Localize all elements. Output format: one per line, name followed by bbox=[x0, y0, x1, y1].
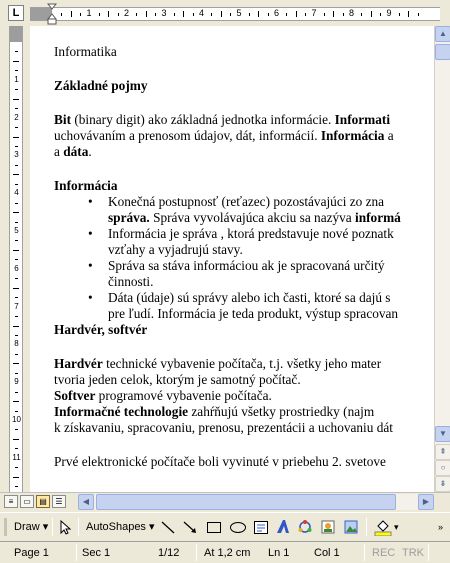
ruler-number: 4 bbox=[199, 8, 205, 18]
ruler-number: 2 bbox=[124, 8, 130, 18]
ruler-tick bbox=[155, 13, 156, 16]
paragraph-hardware: tvoria jeden celok, ktorým je samotný počítač. bbox=[54, 372, 301, 387]
ruler-tick bbox=[118, 13, 119, 16]
ruler-tick bbox=[15, 203, 18, 204]
rectangle-tool-icon[interactable] bbox=[206, 518, 222, 536]
ruler-number: 9 bbox=[14, 377, 19, 387]
ruler-tick bbox=[15, 278, 18, 279]
status-column[interactable]: Col 1 bbox=[314, 547, 340, 559]
arrow-tool-icon[interactable] bbox=[182, 518, 198, 536]
bullet-icon: • bbox=[88, 194, 93, 209]
ruler-tick bbox=[80, 13, 81, 16]
wordart-icon[interactable] bbox=[275, 518, 291, 536]
ruler-tick bbox=[15, 259, 18, 260]
list-item: • Informácia je správa , ktorá predstavuje nové poznatk vzťahy a vyjadrujú stavy. bbox=[88, 226, 394, 257]
next-page-icon[interactable]: ⇟ bbox=[435, 476, 450, 492]
normal-view-icon[interactable]: ≡ bbox=[4, 495, 18, 508]
heading-information: Informácia bbox=[54, 178, 118, 193]
ruler-tick bbox=[221, 11, 222, 17]
ruler-number: 3 bbox=[14, 150, 19, 160]
ruler-tick bbox=[15, 429, 18, 430]
ruler-tick bbox=[408, 11, 409, 17]
heading-basic-concepts: Základné pojmy bbox=[54, 78, 148, 93]
ruler-number: 6 bbox=[274, 8, 280, 18]
ruler-number: 2 bbox=[14, 112, 19, 122]
ruler-tick bbox=[15, 411, 18, 412]
ruler-tick bbox=[15, 486, 18, 487]
ruler-tick bbox=[183, 11, 184, 17]
scroll-down-button[interactable]: ▼ bbox=[435, 426, 450, 442]
paragraph-history: Prvé elektronické počítače boli vyvinuté v priebehu 2. svetove bbox=[54, 454, 386, 469]
print-layout-view-icon[interactable]: ▤ bbox=[36, 495, 50, 508]
ruler-tick bbox=[399, 13, 400, 16]
oval-tool-icon[interactable] bbox=[229, 518, 247, 536]
ruler-tick bbox=[99, 13, 100, 16]
ruler-number: 1 bbox=[86, 8, 92, 18]
ruler-number: 7 bbox=[311, 8, 317, 18]
ruler-number: 11 bbox=[12, 452, 21, 462]
scroll-up-button[interactable]: ▲ bbox=[435, 26, 450, 42]
ruler-tick bbox=[13, 212, 19, 213]
ruler-tick bbox=[258, 11, 259, 17]
diagram-icon[interactable] bbox=[297, 518, 313, 536]
previous-page-icon[interactable]: ⇞ bbox=[435, 444, 450, 460]
ruler-tick bbox=[193, 13, 194, 16]
document-page[interactable] bbox=[30, 26, 434, 492]
ruler-tick bbox=[15, 184, 18, 185]
ruler-number: 5 bbox=[236, 8, 242, 18]
indent-marker-icon[interactable] bbox=[47, 3, 57, 25]
ruler-number: 8 bbox=[14, 339, 19, 349]
draw-menu-button[interactable]: Draw ▾ bbox=[14, 521, 49, 533]
status-divider bbox=[364, 544, 365, 561]
outline-view-icon[interactable]: ☰ bbox=[52, 495, 66, 508]
drawing-toolbar bbox=[0, 512, 450, 540]
ruler-number: 7 bbox=[14, 301, 19, 311]
horizontal-ruler[interactable] bbox=[0, 0, 450, 26]
heading-hardware-software: Hardvér, softvér bbox=[54, 322, 148, 337]
ruler-tick bbox=[361, 13, 362, 16]
ruler-tick bbox=[15, 70, 18, 71]
ruler-tick bbox=[13, 477, 19, 478]
ruler-tick bbox=[333, 11, 334, 17]
fill-color-icon[interactable] bbox=[374, 518, 392, 536]
toolbar-separator bbox=[52, 518, 53, 536]
ruler-tick bbox=[324, 13, 325, 16]
ruler-tick bbox=[15, 448, 18, 449]
view-and-hscroll-bar bbox=[0, 492, 450, 510]
select-browse-object-icon[interactable]: ○ bbox=[435, 460, 450, 476]
status-section[interactable]: Sec 1 bbox=[82, 547, 111, 559]
ruler-tick bbox=[108, 11, 109, 17]
ruler-tick bbox=[230, 13, 231, 16]
ruler-tick bbox=[305, 13, 306, 16]
paragraph-hardware: Hardvér technické vybavenie počítača, t.j. všetky jeho mater bbox=[54, 356, 382, 371]
bullet-icon: • bbox=[88, 226, 93, 241]
ruler-tick bbox=[13, 61, 19, 62]
insert-picture-icon[interactable] bbox=[343, 518, 359, 536]
bullet-icon: • bbox=[88, 290, 93, 305]
ruler-tick bbox=[15, 392, 18, 393]
list-item: • Dáta (údaje) sú správy alebo ich časti, ktoré sa dajú s pre ľudí. Informácia je teda produkt, výstup spracovan bbox=[88, 290, 399, 321]
horizontal-scroll-thumb[interactable] bbox=[96, 494, 396, 510]
ruler-tick bbox=[15, 316, 18, 317]
ruler-number: 9 bbox=[386, 8, 392, 18]
paragraph-software: Softver programové vybavenie počítača. bbox=[54, 388, 272, 403]
ruler-tick bbox=[13, 288, 19, 289]
ruler-tick bbox=[13, 401, 19, 402]
ruler-tick bbox=[136, 13, 137, 16]
scroll-right-button[interactable]: ▶ bbox=[418, 494, 434, 510]
ruler-tick bbox=[15, 373, 18, 374]
web-layout-view-icon[interactable]: ▭ bbox=[20, 495, 34, 508]
horizontal-ruler-strip[interactable] bbox=[30, 7, 440, 21]
ruler-tick bbox=[268, 13, 269, 16]
ruler-number: 4 bbox=[14, 188, 19, 198]
ruler-tick bbox=[343, 13, 344, 16]
ruler-tick bbox=[15, 467, 18, 468]
ruler-tick bbox=[296, 11, 297, 17]
status-bar bbox=[0, 541, 450, 563]
ruler-number: 6 bbox=[14, 263, 19, 273]
ruler-tick bbox=[15, 354, 18, 355]
ruler-tick bbox=[15, 51, 18, 52]
status-record-macro[interactable]: REC bbox=[372, 547, 396, 559]
vertical-ruler[interactable] bbox=[0, 26, 30, 492]
toolbar-options-icon[interactable]: » bbox=[438, 522, 444, 532]
status-divider bbox=[428, 544, 429, 561]
tab-selector-button[interactable]: L bbox=[8, 5, 24, 21]
ruler-tick bbox=[146, 11, 147, 17]
ruler-tick bbox=[380, 13, 381, 16]
status-position[interactable]: At 1,2 cm bbox=[204, 547, 251, 559]
ruler-tick bbox=[15, 297, 18, 298]
status-track-changes[interactable]: TRK bbox=[402, 547, 424, 559]
ruler-tick bbox=[13, 250, 19, 251]
line-tool-icon[interactable] bbox=[160, 518, 176, 536]
list-item: • Správa sa stáva informáciou ak je spracovaná určitý činnosti. bbox=[88, 258, 385, 289]
vertical-ruler-strip[interactable] bbox=[9, 26, 23, 492]
ruler-tick bbox=[71, 11, 72, 17]
select-objects-icon[interactable] bbox=[58, 518, 72, 536]
ruler-tick bbox=[13, 439, 19, 440]
horizontal-scrollbar[interactable] bbox=[78, 494, 434, 510]
autoshapes-menu-button[interactable]: AutoShapes ▾ bbox=[86, 521, 155, 533]
ruler-tick bbox=[15, 165, 18, 166]
document-title: Informatika bbox=[54, 44, 117, 59]
bullet-icon: • bbox=[88, 258, 93, 273]
ruler-tick bbox=[371, 11, 372, 17]
ruler-tick bbox=[13, 137, 19, 138]
status-divider bbox=[196, 544, 197, 561]
text-box-icon[interactable] bbox=[253, 518, 269, 536]
ruler-tick bbox=[418, 13, 419, 16]
ruler-tick bbox=[15, 127, 18, 128]
document-body[interactable] bbox=[54, 44, 434, 470]
paragraph-bit-line: Bit (binary digit) ako základná jednotka informácie. Informati bbox=[54, 112, 391, 127]
paragraph-bit-line: uchovávaním a prenosom údajov, dát, informácií. Informácia a bbox=[54, 128, 394, 143]
ruler-number: 1 bbox=[14, 74, 19, 84]
fill-color-dropdown-icon[interactable]: ▾ bbox=[394, 522, 399, 532]
ruler-tick bbox=[15, 222, 18, 223]
ruler-tick bbox=[15, 108, 18, 109]
paragraph-it: k získavaniu, spracovaniu, prenosu, prezentácii a uchovaniu dát bbox=[54, 420, 393, 435]
status-page[interactable]: Page 1 bbox=[14, 547, 49, 559]
ruler-tick bbox=[286, 13, 287, 16]
ruler-tick bbox=[13, 326, 19, 327]
ruler-number: 5 bbox=[14, 226, 19, 235]
ruler-number: 3 bbox=[161, 8, 167, 18]
ruler-tick bbox=[61, 13, 62, 16]
ruler-tick bbox=[15, 335, 18, 336]
status-line[interactable]: Ln 1 bbox=[268, 547, 290, 559]
vertical-scroll-thumb[interactable] bbox=[435, 44, 450, 60]
ruler-number: 10 bbox=[12, 415, 21, 424]
ruler-tick bbox=[15, 146, 18, 147]
status-page-count[interactable]: 1/12 bbox=[158, 547, 180, 559]
ruler-top-margin bbox=[10, 26, 22, 42]
toolbar-separator bbox=[366, 518, 367, 536]
ruler-number: 8 bbox=[349, 8, 355, 18]
clip-art-icon[interactable] bbox=[320, 518, 336, 536]
toolbar-separator bbox=[78, 518, 79, 536]
paragraph-bit-line: a dáta. bbox=[54, 144, 92, 159]
vertical-scrollbar[interactable] bbox=[434, 26, 450, 492]
status-divider bbox=[76, 544, 77, 561]
ruler-tick bbox=[13, 99, 19, 100]
ruler-tick bbox=[211, 13, 212, 16]
ruler-tick bbox=[249, 13, 250, 16]
ruler-tick bbox=[15, 240, 18, 241]
ruler-tick bbox=[174, 13, 175, 16]
paragraph-it: Informačné technologie zahŕňujú všetky prostriedky (najm bbox=[54, 404, 375, 419]
ruler-tick bbox=[15, 89, 18, 90]
ruler-tick bbox=[13, 363, 19, 364]
toolbar-grip[interactable] bbox=[4, 518, 7, 536]
ruler-tick bbox=[13, 174, 19, 175]
scroll-left-button[interactable]: ◀ bbox=[78, 494, 94, 510]
list-item: • Konečná postupnosť (reťazec) pozostávajúci zo zna správa. Správa vyvolávajúca akciu sa nazýva informá bbox=[88, 194, 401, 225]
